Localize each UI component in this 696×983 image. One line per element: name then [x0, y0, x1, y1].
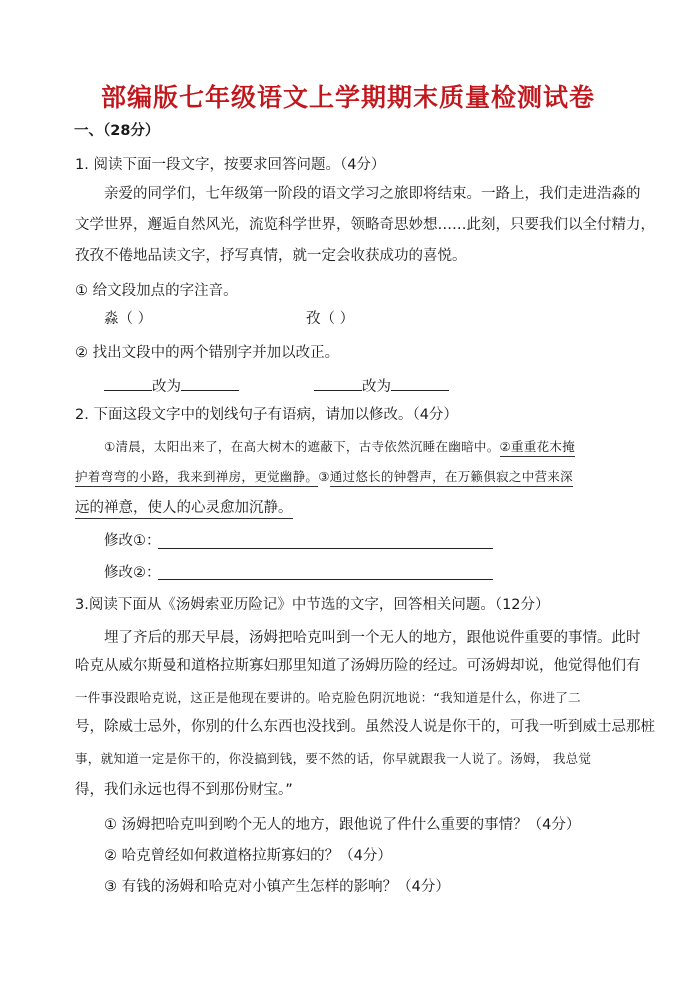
wrong-char-blank[interactable]: [104, 374, 152, 391]
q2-underlined-sentence: 远的禅意，使人的心灵愈加沉静。: [75, 500, 293, 519]
q2-text-line-3: [75, 497, 293, 519]
section-heading: [74, 120, 159, 142]
q1-char1-pinyin: 淼（ ）: [104, 311, 153, 327]
correct-char-blank[interactable]: [391, 374, 449, 391]
change-to-label: 改为: [362, 379, 391, 395]
section-number: 一、: [74, 123, 103, 139]
q1-passage-line: 亲爱的同学们，七年级第一阶段的语文学习之旅即将结束。一路上，我们走进浩淼的: [104, 186, 641, 202]
q2-underlined-sentence: 护着弯弯的小路，我来到禅房，更觉幽静。: [75, 469, 318, 487]
q2-underlined-sentence: 通过悠长的钟磬声，在万籁俱寂之中营来深: [330, 469, 573, 487]
q2-underlined-sentence: ②重重花木掩: [500, 439, 576, 457]
q3-passage-line: 号，除威士忌外，你别的什么东西也没找到。虽然没人说是你干的，可我一听到威士忌那桩: [75, 719, 655, 735]
q1-sub1: ① 给文段加点的字注音。: [75, 283, 238, 299]
q3-question: ③ 有钱的汤姆和哈克对小镇产生怎样的影响？（4分）: [104, 879, 450, 895]
q1-sub2: ② 找出文段中的两个错别字并加以改正。: [75, 345, 340, 361]
q2-fix2-label: 修改②：: [104, 565, 161, 581]
q1-passage-line: 孜孜不倦地品读文字，抒写真情，就一定会收获成功的喜悦。: [75, 248, 467, 264]
change-to-label: 改为: [152, 379, 181, 395]
q3-question: ② 哈克曾经如何救道格拉斯寡妇的？（4分）: [104, 848, 392, 864]
q3-question: ① 汤姆把哈克叫到哟个无人的地方，跟他说了件什么重要的事情？（4分）: [104, 817, 581, 833]
q1-passage-line: 文学世界，邂逅自然风光，流览科学世界，领略奇思妙想……此刻，只要我们以全付精力，: [75, 217, 655, 233]
q1-correction-2: [314, 374, 449, 398]
q1-correction-1: [104, 374, 239, 398]
wrong-char-blank[interactable]: [314, 374, 362, 391]
q2-fix1-answer-line[interactable]: [158, 548, 493, 549]
q2-plain-sentence: ①清晨，太阳出来了，在高大树木的遮蔽下，古寺依然沉睡在幽暗中。: [104, 439, 500, 454]
q3-passage-line: 埋了齐后的那天早晨，汤姆把哈克叫到一个无人的地方，跟他说件重要的事情。此时: [104, 630, 641, 646]
page-title: 部编版七年级语文上学期期末质量检测试卷: [100, 83, 595, 112]
correct-char-blank[interactable]: [181, 374, 239, 391]
q2-fix1-label: 修改①：: [104, 533, 161, 549]
q2-stem: 2. 下面这段文字中的划线句子有语病，请加以修改。（4分）: [75, 407, 458, 423]
q1-char2-pinyin: 孜（ ）: [306, 311, 355, 327]
q2-text-line-1: [104, 436, 575, 458]
q2-marker: ③: [318, 469, 330, 484]
section-points: （28分）: [103, 123, 160, 139]
q3-stem: 3.阅读下面从《汤姆索亚历险记》中节选的文字，回答相关问题。（12分）: [75, 597, 550, 613]
q3-passage-line: 得，我们永远也得不到那份财宝。”: [75, 782, 293, 798]
q2-fix2-answer-line[interactable]: [158, 579, 493, 580]
q2-text-line-2: [75, 466, 573, 488]
q3-passage-line: 一件事没跟哈克说，这正是他现在要讲的。哈克脸色阴沉地说：“我知道是什么，你进了二: [75, 690, 581, 705]
q3-passage-line: 哈克从威尔斯曼和道格拉斯寡妇那里知道了汤姆历险的经过。可汤姆却说，他觉得他们有: [75, 658, 641, 674]
q1-stem: 1. 阅读下面一段文字，按要求回答问题。（4分）: [75, 157, 386, 173]
q3-passage-line: 事，就知道一定是你干的，你没搞到钱，要不然的话，你早就跟我一人说了。汤姆， 我总觉: [75, 751, 592, 766]
